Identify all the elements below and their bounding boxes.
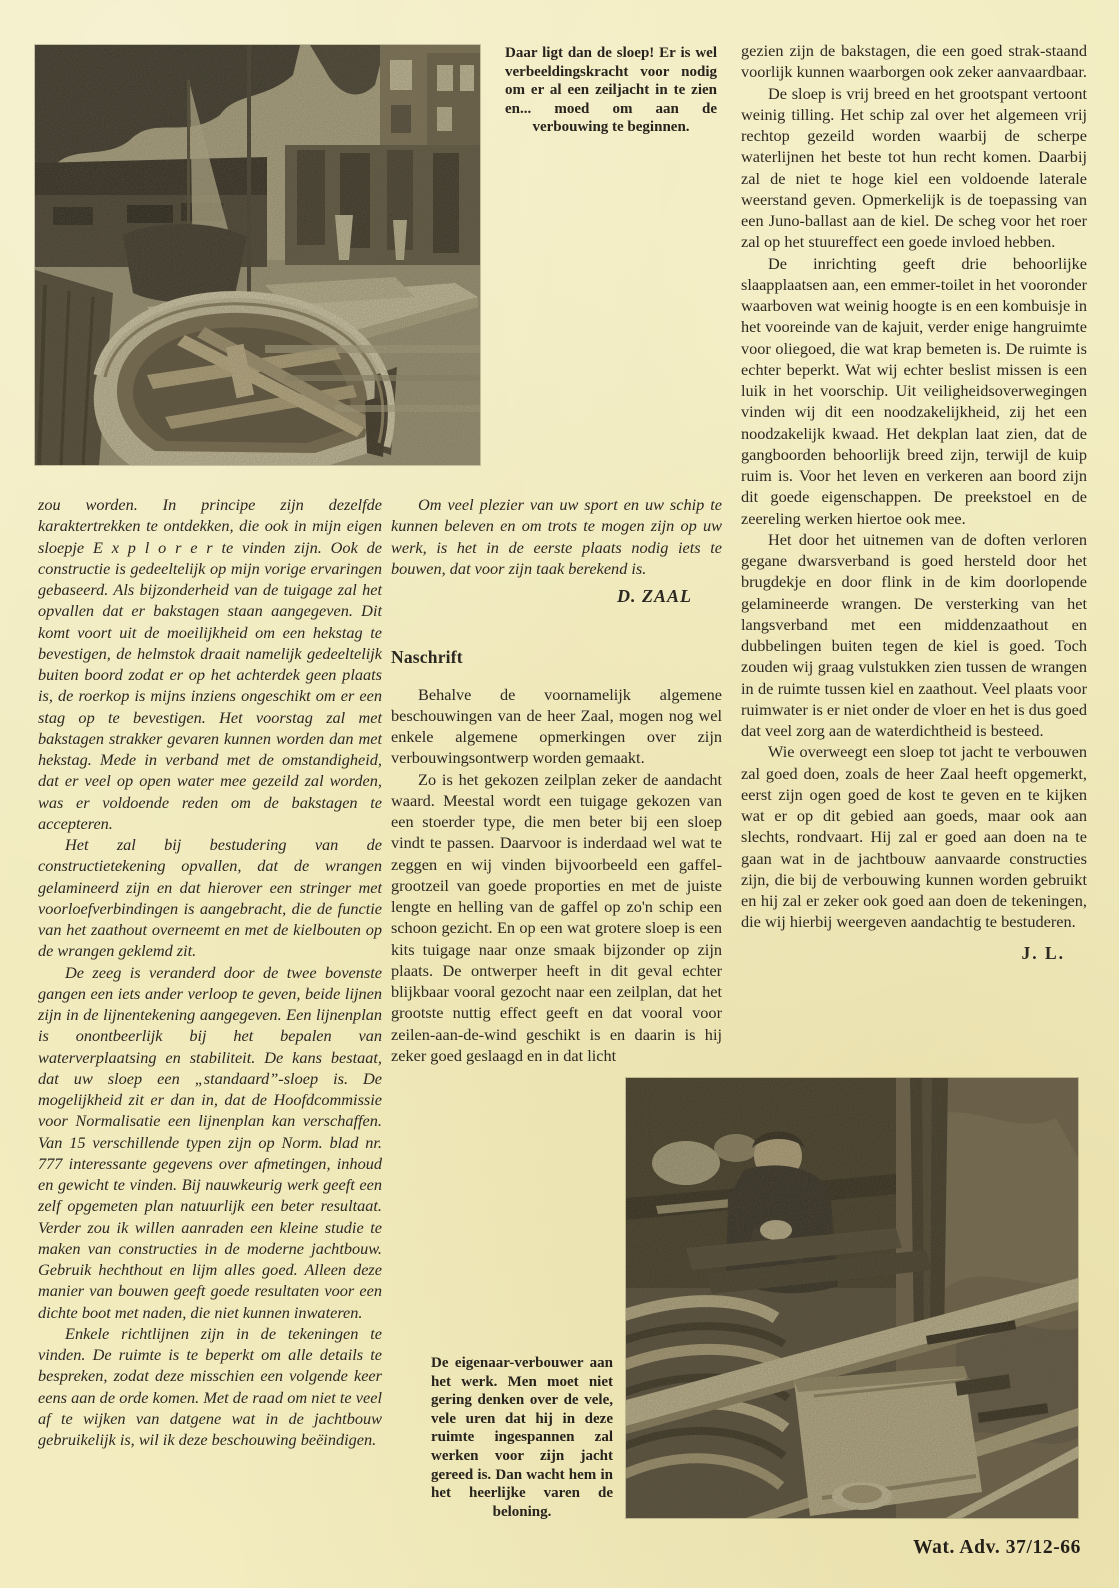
- closing-paragraph: Om veel plezier van uw sport en uw schip te kunnen beleven en om trots te mogen zijn op uw werk, is het in de eerste plaats nodig iets te bouwen, dat voor zijn taak berekend is.: [391, 495, 722, 578]
- body-paragraph: zou worden. In principe zijn dezelfde karaktertrekken te ontdekken, die ook in mijn eigen sloepje E x p l o r e r te vinden zijn. Ook de constructie is gedeeltelijk op mijn vorige ervaringen gebaseerd. Als bijzonderheid van de tuigage zal het opvallen dat er bakstagen staan aangegeven. Dit komt voort uit de moeilijkheid om een hekstag te bevestigen, de helmstok draait namelijk gedeeltelijk buiten boord zodat er op het achterdek geen plaats is, de roerkop is mijns inziens ongeschikt om er een stag op te bevestigen. Het voorstag zal met bakstagen strakker gevaren kunnen worden dan met hekstag. Mede in verband met de omstandigheid, dat er veel op open water mee gezeild zal worden, was er voldoende reden om de bakstagen te accepteren.: [38, 495, 382, 833]
- sloop-at-quay-photo: [35, 45, 480, 465]
- top-photo-caption: Daar ligt dan de sloep! Er is wel verbeeldingskracht voor nodig om er al een zeiljacht in te zien en... moed om aan de verbouwing te beginnen.: [505, 45, 717, 136]
- body-paragraph: Het zal bij bestudering van de constructietekening opvallen, dat de wrangen gelamineerd zijn en dat hierover een stringer met voorloefverbindingen is aangebracht, die de functie van het zaathout overneemt en met de kielbouten op de wrangen geklemd zit.: [38, 835, 382, 961]
- owner-at-work-photo: [626, 1078, 1078, 1518]
- body-paragraph: Het door het uitnemen van de doften verloren gegane dwarsverband is goed hersteld door het brugdekje en door flink in de kim doorlopende gelamineerde wrangen. De versterking van het langsverband met een middenzaathout en dubbelingen buiten tegen de kiel is goed. Toch zouden wij graag vulstukken zien tussen de wrangen in de ruimte tussen kiel en zaathout. Veel plaats voor ruimwater is er niet onder de vloer en het is dus goed dat veel zorg aan de waterdichtheid is besteed.: [741, 529, 1087, 740]
- reviewer-initials: J. L.: [1021, 942, 1065, 963]
- body-paragraph: Wie overweegt een sloep tot jacht te verbouwen zal goed doen, zoals de heer Zaal heeft opgemerkt, eerst zijn ogen goed de kost te geven en te kijken wat er op dit gebied aan goeds, maar ook aan slechts, rondvaart. Hij zal er goed aan doen na te gaan wat in de jachtbouw aanvaarde constructies zijn, die bij de verbouwing kunnen worden gebruikt en hij zal er zeker ook goed aan doen de tekeningen, die wij hierbij weergeven aandachtig te bestuderen.: [741, 742, 1087, 932]
- owner-at-work-illustration: [626, 1078, 1078, 1518]
- body-paragraph: Enkele richtlijnen zijn in de tekeningen te vinden. De ruimte is te beperkt om alle details te bespreken, zodat deze misschien een volgende keer eens aan de orde komen. Met de raad om niet te veel af te wijken van datgene wat in de jachtbouw gebruikelijk is, wil ik deze beschouwing beëindigen.: [38, 1323, 382, 1449]
- naschrift-heading: Naschrift: [391, 647, 463, 668]
- body-paragraph: De zeeg is veranderd door de twee bovenste gangen een iets ander verloop te geven, beide lijnen zijn in de lijnentekening aangegeven. Een lijnenplan is onontbeerlijk bij het bepalen van waterverplaatsing en stabiliteit. De kans bestaat, dat uw sloep een „standaard”-sloep is. De mogelijkheid zit er dan in, dat de Hoofdcommissie voor Normalisatie een lijnenplan kan verschaffen. Van 15 verschillende typen zijn op Norm. blad nr. 777 interessante gegevens over afmetingen, inhoud en gewicht te vinden. Bij nauwkeurig werk geeft een zelf opgemeten plan natuurlijk een beter resultaat. Verder zou ik willen aanraden een kleine studie te maken van constructies in de moderne jachtbouw. Gebruik hechthout en lijm alles goed. Alleen deze manier van bouwen geeft goede resultaten voor een dichte boot met naden, die niet kunnen inwateren.: [38, 962, 382, 1322]
- right-column: [741, 40, 1087, 964]
- sloop-at-quay-illustration: [35, 45, 480, 465]
- journal-issue-mark: Wat. Adv. 37/12-66: [913, 1537, 1081, 1558]
- body-paragraph: Behalve de voornamelijk algemene beschouwingen van de heer Zaal, mogen nog wel enkele algemene opmerkingen over zijn verbouwingsontwerp worden gemaakt.: [391, 684, 722, 768]
- body-paragraph: De inrichting geeft drie behoorlijke slaapplaatsen aan, een emmer-toilet in het vooronder waarboven wat weinig hoogte is en een kombuisje in het vooreinde van de kajuit, verder enige hangruimte voor oliegoed, die wat krap bemeten is. De ruimte is echter beperkt. Wat wij echter beslist missen is een luik in het voorschip. Uit veiligheidsoverwegingen vinden wij dit een noodzakelijkheid, zij het een noodzakelijk kwaad. Het dekplan laat zien, dat de gangboorden behoorlijk breed zijn, terwijl de kuip ruim is. Voor het leven en verkeren aan boord zijn dit goede eigenschappen. De preekstoel en de zeereling werken hiertoe ook mee.: [741, 253, 1087, 528]
- body-paragraph: De sloep is vrij breed en het grootspant vertoont weinig tilling. Het schip zal over het algemeen vrij rechtop gezeild worden waarbij de scherpe waterlijnen het beste tot hun recht komen. Daarbij zal de niet te hoge kiel een voldoende laterale weerstand geven. Opmerkelijk is de toepassing van een Juno-ballast aan de kiel. De scheg voor het roer zal op het stuureffect een goede invloed hebben.: [741, 83, 1087, 252]
- bottom-photo-caption: De eigenaar-verbouwer aan het werk. Men moet niet gering denken over de vele, vele uren dat hij in deze ruimte ingespannen zal werken voor zijn jacht gereed is. Dan wacht hem in het heerlijke varen de beloning.: [431, 1355, 613, 1520]
- body-paragraph: Zo is het gekozen zeilplan zeker de aandacht waard. Meestal wordt een tuigage gekozen van een stoerder type, die men beter bij een sloep vindt te passen. Daarvoor is inderdaad wel wat te zeggen en wij vinden bijvoorbeeld een gaffel-grootzeil van goede proporties en met de juiste lengte en helling van de gaffel op zo'n schip een schoon gezicht. En op een wat grotere sloep is een kits tuigage naar onze smaak bijzonder op zijn plaats. De ontwerper heeft in dit geval echter blijkbaar vooral gezocht naar een zeilplan, dat het grootste nuttig effect geeft en dat vooral voor zeilen-aan-de-wind geschikt is en daarin is hij zeker goed geslaagd en in dat licht: [391, 769, 722, 1065]
- body-paragraph: gezien zijn de bakstagen, die een goed strak-staand voorlijk kunnen waarborgen ook zeker aanvaardbaar.: [741, 41, 1087, 82]
- author-signature: D. ZAAL: [616, 586, 692, 606]
- left-column: [38, 494, 382, 1450]
- middle-column: [391, 494, 722, 1066]
